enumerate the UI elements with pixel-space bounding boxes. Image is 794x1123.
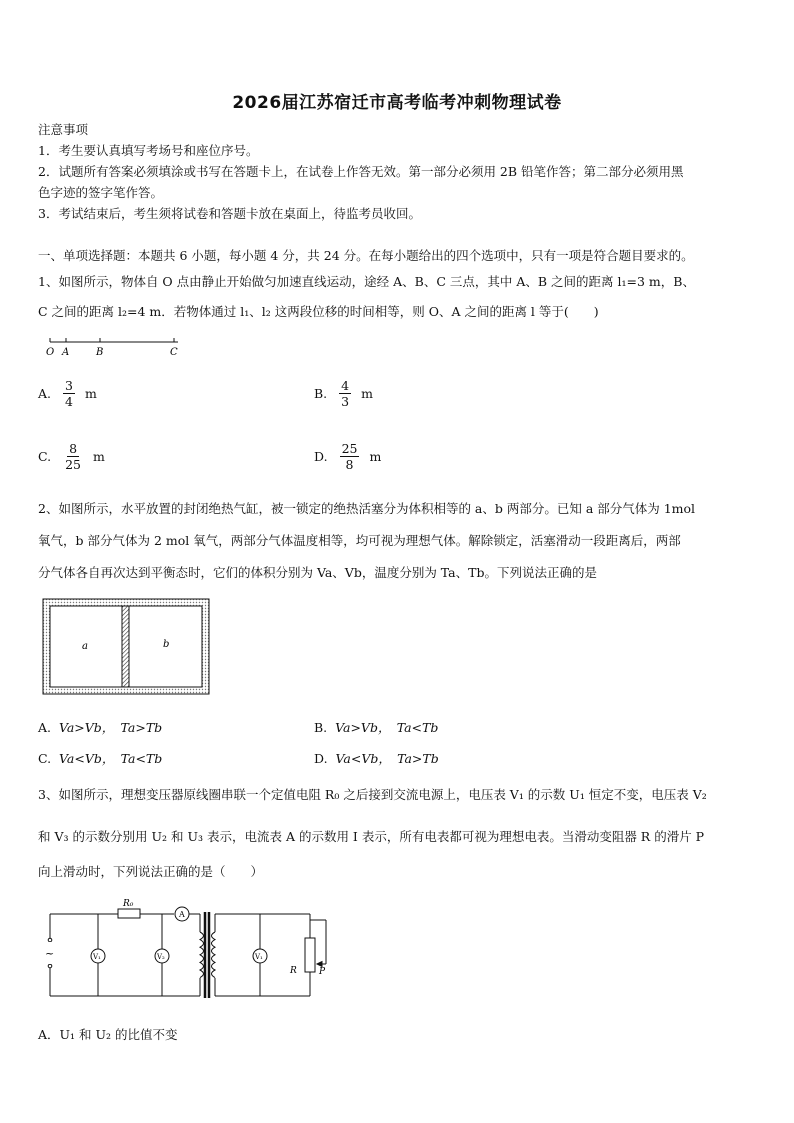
q2-stem-line3: 分气体各自再次达到平衡态时，它们的体积分别为 Va、Vb，温度分别为 Ta、Tb。下列说法正确的是 [38, 565, 597, 580]
v3-label: V₁ [255, 953, 263, 961]
q3-stem-line2: 和 V₃ 的示数分别用 U₂ 和 U₃ 表示，电流表 A 的示数用 I 表示，所有电表都可视为理想电表。当滑动变阻器 R 的滑片 P [38, 829, 705, 844]
unit: m [93, 449, 105, 464]
fraction [340, 441, 360, 472]
fraction [339, 378, 351, 409]
unit: m [84, 386, 97, 401]
q2-stem-line2: 氧气，b 部分气体为 2 mol 氧气，两部分气体温度相等，均可视为理想气体。解除锁定，活塞滑动一段距离后，两部 [38, 533, 681, 548]
unit: m [361, 386, 373, 401]
option-label: A. [38, 386, 52, 401]
note-item: 2．试题所有答案必须填涂或书写在答题卡上，在试卷上作答无效。第一部分必须用 2B 铅笔作答；第二部分必须用黑 [38, 164, 684, 179]
q1-line-diagram [38, 335, 198, 359]
denominator: 3 [341, 394, 350, 409]
v1-label: V₁ [93, 953, 101, 961]
option-label: D. [314, 751, 328, 766]
denominator: 8 [345, 457, 354, 472]
q2-option-c[interactable] [38, 749, 162, 767]
section-heading: 一、单项选择题：本题共 6 小题，每小题 4 分，共 24 分。在每小题给出的四个选项中，只有一项是符合题目要求的。 [38, 248, 694, 263]
part-a-label: a [82, 641, 88, 652]
option-label: C. [38, 751, 52, 766]
point-a-label: A [62, 347, 70, 358]
numerator: 3 [65, 378, 73, 393]
point-c-label: C [170, 347, 178, 358]
q1-option-d[interactable] [314, 441, 381, 472]
part-b-label: b [163, 639, 170, 650]
unit: m [369, 449, 382, 464]
ac-source-symbol: ~ [45, 947, 55, 960]
option-label: B. [314, 386, 328, 401]
option-text: Va<Vb， Ta>Tb [335, 751, 439, 766]
q3-stem-line1: 3、如图所示，理想变压器原线圈串联一个定值电阻 R₀ 之后接到交流电源上，电压表 V₁ 的示数 U₁ 恒定不变，电压表 V₂ [38, 787, 707, 802]
q2-option-a[interactable] [38, 718, 162, 736]
q3-circuit-diagram [40, 894, 340, 1004]
ammeter-label: A [179, 910, 185, 919]
q2-option-d[interactable] [314, 749, 439, 767]
resistor-r0 [118, 909, 140, 918]
fraction [63, 441, 83, 472]
note-item: 1．考生要认真填写考场号和座位序号。 [38, 143, 259, 158]
option-text: Va>Vb， Ta>Tb [58, 720, 163, 735]
primary-coil [200, 932, 204, 978]
rheostat [305, 938, 315, 972]
point-b-label: B [96, 347, 104, 358]
denominator: 4 [65, 394, 73, 409]
q3-option-a[interactable]: A．U₁ 和 U₂ 的比值不变 [38, 1027, 178, 1042]
option-label: D. [314, 449, 328, 464]
numerator: 4 [341, 378, 350, 393]
numerator: 8 [69, 441, 78, 456]
q2-cylinder-diagram [42, 598, 212, 696]
note-item: 3．考试结束后，考生须将试卷和答题卡放在桌面上，待监考员收回。 [38, 206, 421, 221]
page-title: 2026届江苏宿迁市高考临考冲刺物理试卷 [232, 93, 562, 113]
option-label: C. [38, 449, 52, 464]
secondary-coil [212, 932, 216, 978]
r-label: R [290, 966, 297, 976]
q1-option-b[interactable] [314, 378, 373, 409]
numerator: 25 [341, 441, 358, 456]
point-o-label: O [46, 347, 55, 358]
v2-label: V₂ [157, 953, 165, 961]
r0-label: R₀ [123, 899, 134, 909]
q2-stem-line1: 2、如图所示，水平放置的封闭绝热气缸，被一锁定的绝热活塞分为体积相等的 a、b 两部分。已知 a 部分气体为 1mol [38, 501, 696, 516]
q1-option-c[interactable] [38, 441, 105, 472]
q3-stem-line3: 向上滑动时，下列说法正确的是（ ） [38, 864, 264, 879]
p-label: P [319, 967, 326, 977]
option-text: Va>Vb， Ta<Tb [335, 720, 439, 735]
option-label: A. [38, 720, 52, 735]
q1-stem-line1: 1、如图所示，物体自 O 点由静止开始做匀加速直线运动，途经 A、B、C 三点，其中 A、B 之间的距离 l₁=3 m，B、 [38, 274, 695, 289]
option-text: Va<Vb， Ta<Tb [59, 751, 163, 766]
q1-stem-line2: C 之间的距离 l₂=4 m．若物体通过 l₁、l₂ 这两段位移的时间相等，则 O、A 之间的距离 l 等于( ) [38, 304, 599, 319]
option-label: B. [314, 720, 328, 735]
denominator: 25 [65, 457, 81, 472]
q1-option-a[interactable] [38, 378, 97, 409]
notes-heading: 注意事项 [38, 122, 89, 137]
note-item: 色字迹的签字笔作答。 [38, 185, 164, 200]
q2-option-b[interactable] [314, 718, 438, 736]
fraction [63, 378, 75, 409]
